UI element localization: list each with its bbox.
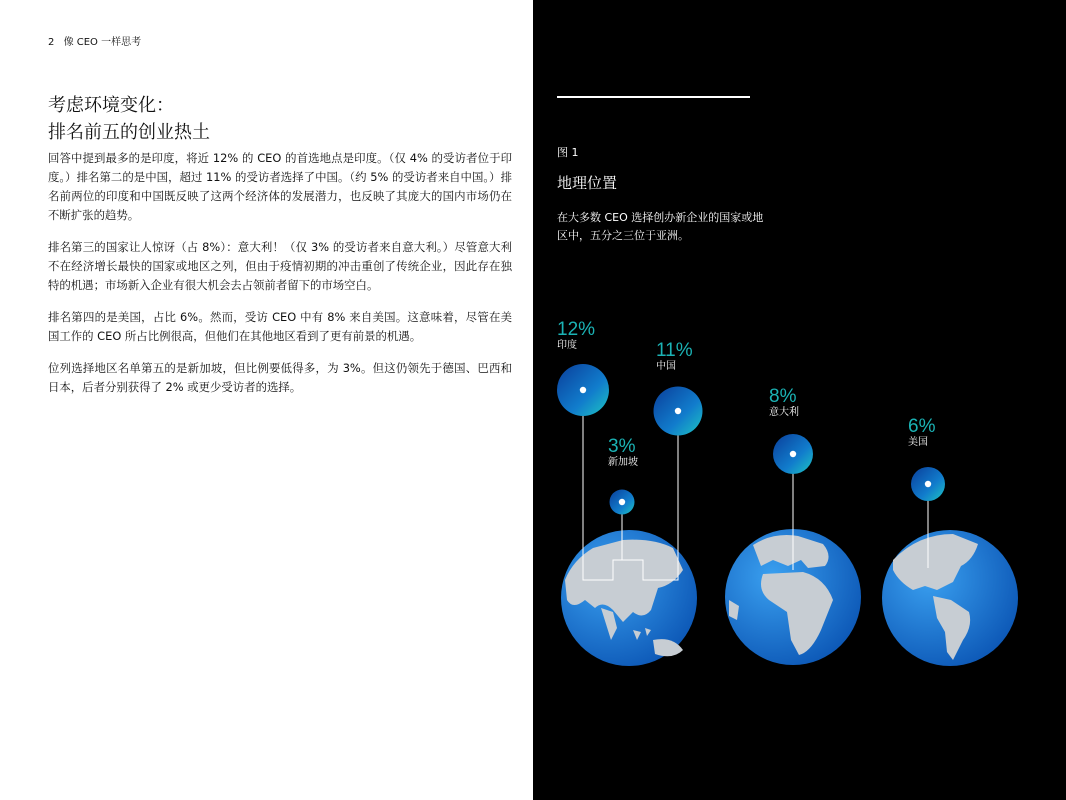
category-label: 新加坡 [608, 457, 638, 468]
data-label: 6% [908, 416, 936, 437]
page-header [48, 33, 147, 48]
page-number: 2 [48, 37, 55, 48]
section-title [48, 92, 210, 146]
location-chart [533, 0, 1066, 800]
section-title-line2: 排名前五的创业热土 [48, 122, 210, 143]
bubble-center-dot [580, 387, 586, 393]
figure-label: 图 1 [557, 146, 579, 159]
figure-page [533, 0, 1066, 800]
globe-americas [882, 530, 1018, 666]
paragraph: 排名第四的是美国，占比 6%。然而，受访 CEO 中有 8% 来自美国。这意味着，尽管在美国工作的 CEO 所占比例很高，但他们在其他地区看到了更有前景的机遇。 [48, 310, 512, 343]
document-title: 像 CEO 一样思考 [63, 37, 142, 48]
bubble-center-dot [790, 451, 796, 457]
category-label: 中国 [656, 361, 676, 372]
paragraph: 排名第三的国家让人惊讶（占 8%）：意大利！（仅 3% 的受访者来自意大利。）尽管意大利不在经济增长最快的国家或地区之列，但由于疫情初期的冲击重创了传统企业，因此存在独特的机遇；市场新入企业有很大机会去占领前者留下的市场空白。 [48, 240, 512, 292]
figure-title: 地理位置 [557, 174, 618, 192]
section-title-line1: 考虑环境变化： [48, 95, 174, 116]
body-text [48, 149, 512, 410]
data-label: 3% [608, 436, 636, 457]
data-label: 8% [769, 386, 797, 407]
figure-description: 在大多数 CEO 选择创办新企业的国家或地区中，五分之三位于亚洲。 [557, 211, 764, 242]
data-label: 11% [656, 340, 693, 361]
bubble-center-dot [619, 499, 625, 505]
data-label: 12% [557, 319, 596, 340]
bubble-center-dot [675, 408, 681, 414]
category-label: 意大利 [769, 407, 799, 418]
bubble-labels-layer [557, 319, 936, 468]
category-label: 印度 [557, 340, 577, 351]
paragraph: 回答中提到最多的是印度，将近 12% 的 CEO 的首选地点是印度。（仅 4% 的受访者位于印度。）排名第二的是中国，超过 11% 的受访者选择了中国。（约 5% 的受访者来自中国。）排名前两位的印度和中国既反映了这两个经济体的发展潜力，也反映了其庞大的国内市场仍在不断扩张的趋势。 [48, 151, 512, 222]
paragraph: 位列选择地区名单第五的是新加坡，但比例要低得多，为 3%。但这仍领先于德国、巴西和日本，后者分别获得了 2% 或更少受访者的选择。 [48, 361, 512, 394]
globe-asia [561, 530, 697, 666]
category-label: 美国 [908, 437, 928, 448]
bubble-center-dot [925, 481, 931, 487]
